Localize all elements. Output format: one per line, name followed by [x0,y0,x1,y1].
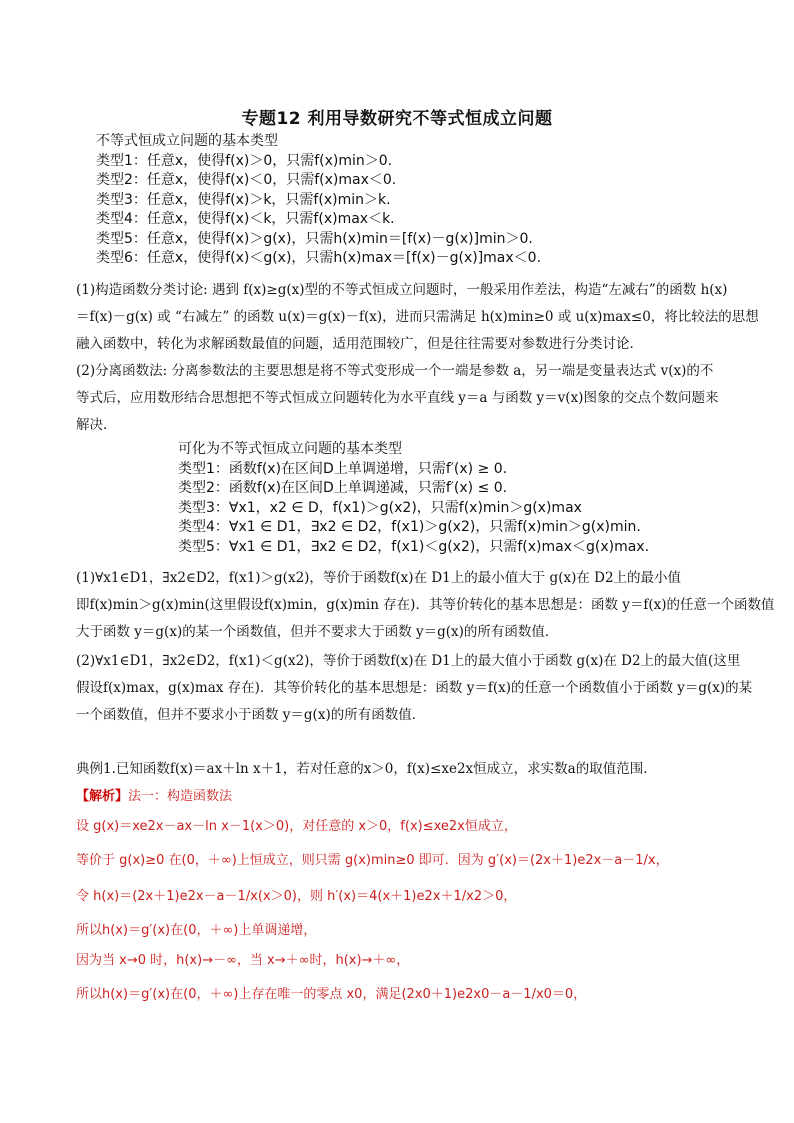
paragraph-line: 等式后，应用数形结合思想把不等式恒成立问题转化为水平直线 y＝a 与函数 y＝v(x)图象的交点个数问题来 [76,390,719,406]
paragraph-line: (1)构造函数分类讨论: 遇到 f(x)≥g(x)型的不等式恒成立问题时，一般采用作差法，构造“左减右”的函数 h(x) [76,282,728,298]
paragraph-min-comparison [76,565,775,646]
solution-line: 所以h(x)＝g′(x)在(0，＋∞)上存在唯一的零点 x0，满足(2x0＋1)e2x0－a－1/x0＝0， [76,987,587,1002]
solution-line: 令 h(x)＝(2x＋1)e2x－a－1/x(x＞0)，则 h′(x)＝4(x＋1)e2x＋1/x2＞0， [76,889,517,904]
paragraph-line: 一个函数值，但并不要求小于函数 y＝g(x)的所有函数值． [76,707,426,723]
solution-label: 【解析】 [76,789,129,804]
solution-line: 因为当 x→0 时，h(x)→－∞，当 x→＋∞时，h(x)→＋∞， [76,953,410,968]
type-item: 类型5：任意x，使得f(x)＞g(x)，只需h(x)min＝[f(x)－g(x)]min＞0. [96,230,533,247]
paragraph-line: (2)∀x1∈D1，∃x2∈D2，f(x1)＜g(x2)，等价于函数f(x)在 D1上的最大值小于函数 g(x)在 D2上的最大值(这里 [76,653,741,669]
example-1 [76,756,726,783]
paragraph-line: 即f(x)min＞g(x)min(这里假设f(x)min，g(x)min 存在)．其等价转化的基本思想是：函数 y＝f(x)的任意一个函数值 [76,597,775,613]
solution-line: 设 g(x)＝xe2x－ax－ln x－1(x＞0)，对任意的 x＞0，f(x)≤xe2x恒成立， [76,819,517,834]
solution-line: 所以h(x)＝g′(x)在(0，＋∞)上单调递增， [76,923,317,938]
solution-heading [76,782,736,812]
type-item: 类型4：∀x1 ∈ D1，∃x2 ∈ D2，f(x1)＞g(x2)，只需f(x)min＞g(x)min. [178,519,641,535]
type-item: 类型1：函数f(x)在区间D上单调递增，只需f′(x) ≥ 0. [178,460,508,477]
paragraph-separate-parameter [76,358,726,439]
paragraph-line: 大于函数 y＝g(x)的某一个函数值，但并不要求大于函数 y＝g(x)的所有函数值． [76,624,559,640]
solution-line: 等价于 g(x)≥0 在(0，＋∞)上恒成立，则只需 g(x)min≥0 即可．因为 g′(x)＝(2x＋1)e2x－a－1/x， [76,853,669,868]
paragraph-line: 融入函数中，转化为求解函数最值的问题，适用范围较广，但是往往需要对参数进行分类讨论． [76,336,643,352]
paragraph-line: 假设f(x)max，g(x)max 存在)．其等价转化的基本思想是：函数 y＝f(x)的任意一个函数值小于函数 y＝g(x)的某 [76,680,753,696]
solution-block [76,782,736,1010]
types-list-1-heading: 不等式恒成立问题的基本类型 [96,133,278,149]
paragraph-line: 解决． [76,417,117,433]
paragraph-line: (2)分离函数法: 分离参数法的主要思想是将不等式变形成一个一端是参数 a，另一端是变量表达式 v(x)的不 [76,363,714,379]
type-item: 类型2：函数f(x)在区间D上单调递减，只需f′(x) ≤ 0. [178,480,508,496]
types-list-1 [96,132,541,269]
solution-method: 法一：构造函数法 [128,789,233,804]
type-item: 类型6：任意x，使得f(x)＜g(x)，只需h(x)max＝[f(x)－g(x)]max＜0. [96,250,542,266]
page-title: 专题12 利用导数研究不等式恒成立问题 [241,109,553,129]
example-statement: 典例1.已知函数f(x)＝ax＋ln x＋1，若对任意的x＞0，f(x)≤xe2x恒成立，求实数a的取值范围． [76,761,657,777]
type-item: 类型1：任意x，使得f(x)＞0，只需f(x)min＞0. [96,152,393,169]
types-list-2 [178,440,649,557]
paragraph-construct-function [76,277,759,358]
type-item: 类型2：任意x，使得f(x)＜0，只需f(x)max＜0. [96,172,397,188]
paragraph-line: ＝f(x)－g(x) 或 “右减左” 的函数 u(x)＝g(x)－f(x)，进而只需满足 h(x)min≥0 或 u(x)max≤0，将比较法的思想 [76,309,759,325]
type-item: 类型5：∀x1 ∈ D1，∃x2 ∈ D2，f(x1)＜g(x2)，只需f(x)max＜g(x)max. [178,538,650,555]
paragraph-max-comparison [76,648,753,729]
types-list-2-heading: 可化为不等式恒成立问题的基本类型 [178,441,402,457]
type-item: 类型3：任意x，使得f(x)＞k，只需f(x)min＞k. [96,191,391,208]
type-item: 类型4：任意x，使得f(x)＜k，只需f(x)max＜k. [96,211,395,227]
type-item: 类型3：∀x1，x2 ∈ D，f(x1)＞g(x2)，只需f(x)min＞g(x)max [178,499,582,516]
paragraph-line: (1)∀x1∈D1，∃x2∈D2，f(x1)＞g(x2)，等价于函数f(x)在 D1上的最小值大于 g(x)在 D2上的最小值 [76,570,682,586]
